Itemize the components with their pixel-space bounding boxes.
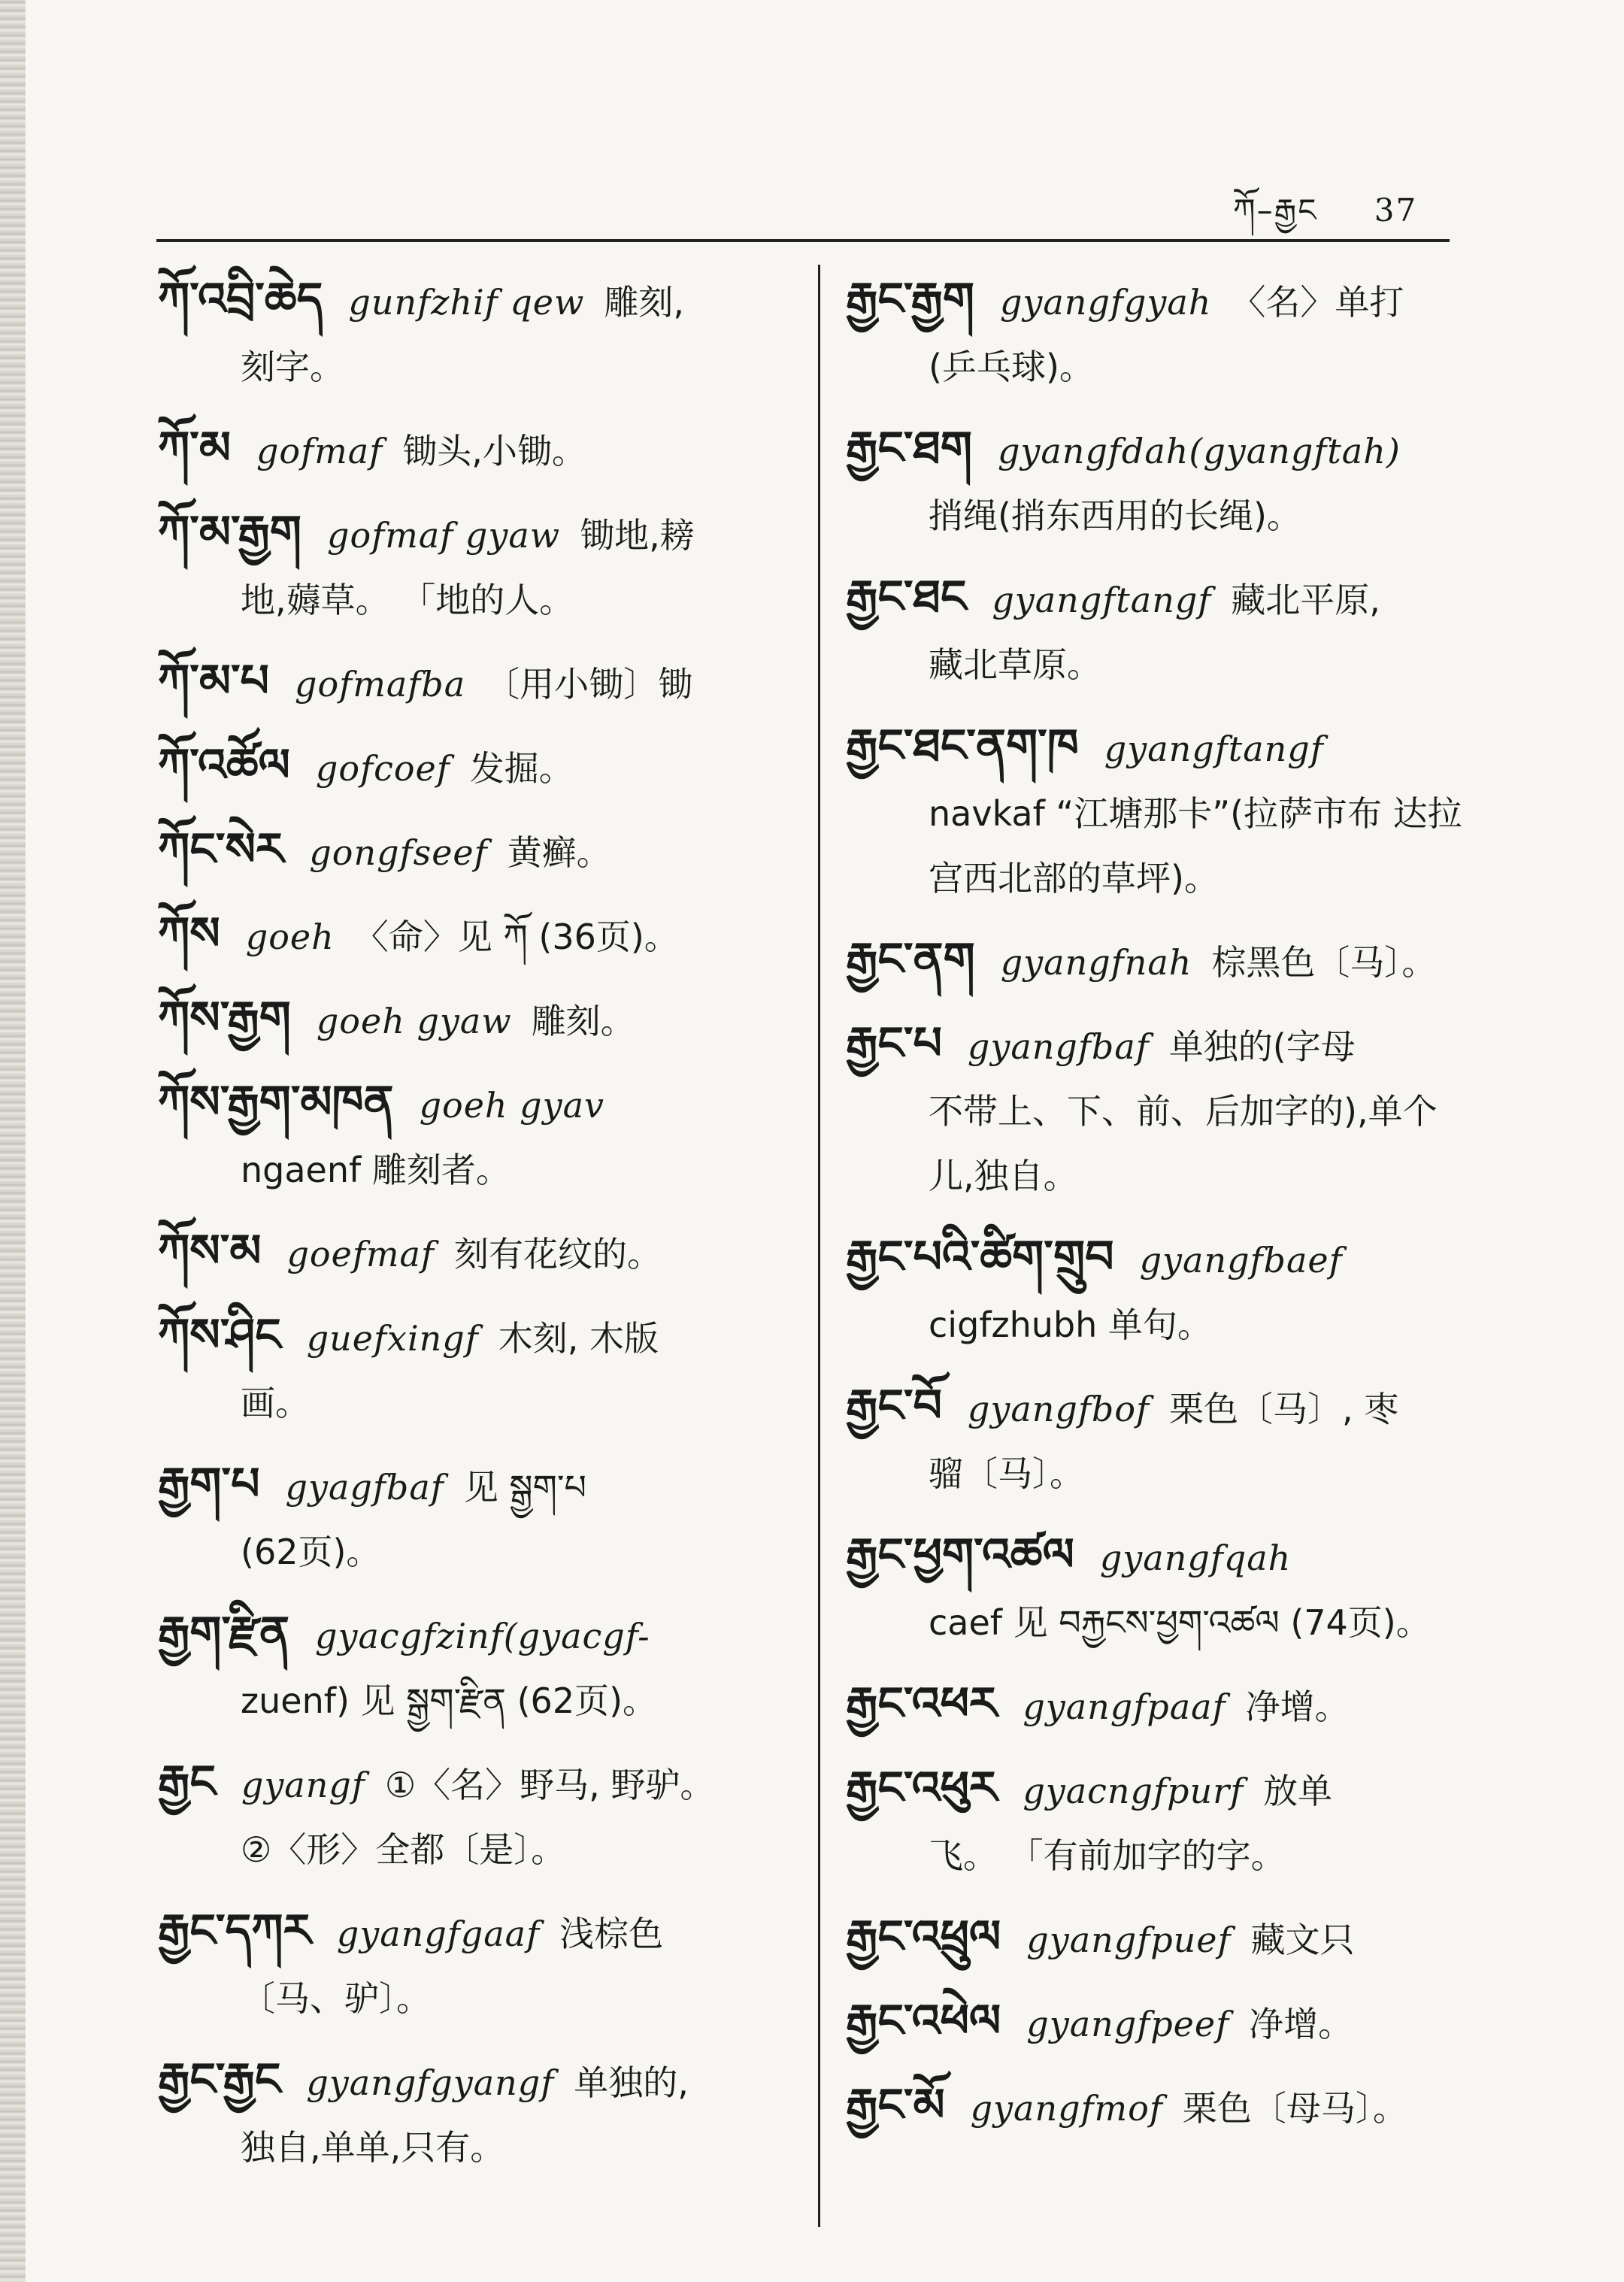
definition: 〈命〉见 ཀོ (36页)。 <box>353 917 679 957</box>
definition: 放单 <box>1263 1771 1333 1811</box>
dictionary-entry <box>846 1671 1492 1739</box>
romanization: gyangfpaaf <box>1023 1686 1226 1727</box>
romanization: gyagfbaf <box>285 1467 444 1508</box>
headword: རྒྱང་འཕྲུལ <box>846 1911 1001 1963</box>
right-column <box>846 267 1492 2157</box>
guide-words: ཀོ–རྒྱང <box>1233 192 1318 229</box>
headword: ཀོང་སེར <box>158 823 284 876</box>
definition: 见 སྒྱག་པ <box>463 1467 586 1508</box>
dictionary-entry <box>846 416 1492 548</box>
romanization: gyangfbof <box>967 1389 1150 1429</box>
romanization: gyangfnah <box>1000 942 1192 983</box>
definition-continued: 独自,单单,只有。 <box>241 2127 505 2168</box>
dictionary-entry <box>846 565 1492 697</box>
headword: ཀོས་རྒྱག་མཁན <box>158 1076 394 1129</box>
headword: རྒྱང་ནག <box>846 933 975 986</box>
dictionary-entry <box>158 267 804 399</box>
definition: 单独的(字母 <box>1168 1026 1356 1067</box>
romanization: gyangfmof <box>970 2088 1163 2129</box>
dictionary-entry <box>846 714 1492 911</box>
romanization: gyangfbaf <box>967 1026 1150 1067</box>
romanization: guefxingf <box>306 1318 479 1359</box>
dictionary-entry <box>158 2047 804 2180</box>
dictionary-entry <box>846 1374 1492 1506</box>
headword: ཀོ་མ <box>158 422 231 474</box>
headword: རྒྱང་མོ <box>846 2079 945 2132</box>
headword: ཀོ་མ་རྒྱག <box>158 506 302 559</box>
headword: ཀོ་འཚོལ <box>158 739 290 792</box>
dictionary-entry <box>846 1989 1492 2056</box>
romanization: gongfseef <box>309 832 488 873</box>
romanization: gyacngfpurf <box>1023 1771 1244 1811</box>
romanization: gyangfpuef <box>1026 1920 1232 1960</box>
definition-continued: navkaf “江塘那卡”(拉萨市布 达拉宫西北部的草坪)。 <box>929 793 1462 899</box>
romanization: gyangf <box>241 1765 365 1805</box>
romanization: gofmaf <box>256 431 383 471</box>
headword: རྒྱང་རྒྱག <box>846 273 974 326</box>
headword: རྒྱང་པ <box>846 1017 942 1070</box>
romanization: goeh gyav <box>419 1085 605 1126</box>
dictionary-entry <box>158 733 804 801</box>
definition-continued: 刻字。 <box>241 347 344 387</box>
dictionary-entry <box>846 1756 1492 1888</box>
headword: རྒྱག་པ <box>158 1458 260 1511</box>
dictionary-entry <box>158 1303 804 1435</box>
page-number: 37 <box>1374 192 1418 229</box>
romanization: gyangfgyangf <box>306 2062 555 2103</box>
definition: 栗色〔马〕, 枣 <box>1169 1389 1399 1429</box>
definition: 净增。 <box>1245 1686 1350 1727</box>
definition-continued: ②〈形〉全都〔是〕。 <box>241 1829 566 1870</box>
dictionary-entry <box>846 1905 1492 1972</box>
definition: 〔用小锄〕锄 <box>485 664 693 705</box>
dictionary-entry <box>158 1070 804 1202</box>
dictionary-entry <box>158 500 804 632</box>
romanization: gyangfgyah <box>999 282 1212 323</box>
headword: རྒྱང <box>158 1756 216 1808</box>
definition-continued: 画。 <box>241 1383 310 1423</box>
definition: ①〈名〉野马, 野驴。 <box>384 1765 715 1805</box>
dictionary-entry <box>158 1452 804 1584</box>
romanization: gyangfpeef <box>1026 2004 1230 2044</box>
dictionary-entry <box>158 1899 804 2031</box>
headword: རྒྱང་ཐང་ནག་ཁ <box>846 720 1079 772</box>
headword: རྒྱང་བོ <box>846 1380 942 1432</box>
definition-continued: ngaenf 雕刻者。 <box>241 1150 511 1190</box>
page-header <box>1233 174 1417 264</box>
definition-continued: 地,薅草。 「地的人。 <box>241 580 574 620</box>
romanization: gyacgfzinf(gyacgf- <box>315 1616 650 1656</box>
dictionary-entry <box>846 1225 1492 1357</box>
definition-continued: 捎绳(捎东西用的长绳)。 <box>929 495 1301 536</box>
definition: 净增。 <box>1249 2004 1353 2044</box>
column-divider <box>818 265 820 2227</box>
headword: རྒྱང་འཕེལ <box>846 1995 1001 2047</box>
romanization: gofmafba <box>295 664 466 705</box>
dictionary-entry <box>158 1219 804 1286</box>
romanization: gyangfbaef <box>1139 1240 1343 1280</box>
romanization: gyangftangf <box>992 580 1212 620</box>
definition-continued: (乒乓球)。 <box>929 347 1094 387</box>
headword: ཀོ་མ་པ <box>158 655 270 708</box>
dictionary-entry <box>846 1011 1492 1208</box>
headword: རྒྱང་པའི་ཚིག་གྲུབ <box>846 1231 1114 1283</box>
romanization: goefmaf <box>286 1234 435 1274</box>
definition-continued: 骝〔马〕。 <box>929 1453 1084 1494</box>
headword: རྒྱང་འཕར <box>846 1677 998 1730</box>
dictionary-entry <box>846 267 1492 399</box>
headword: རྒྱང་ཐག <box>846 422 972 474</box>
headword: ཀོས་ཤིང <box>158 1309 281 1362</box>
romanization: goeh <box>245 917 335 957</box>
definition: 锄地,耪 <box>580 515 695 556</box>
dictionary-entry <box>158 649 804 717</box>
definition-continued: (62页)。 <box>241 1532 381 1572</box>
definition: 浅棕色 <box>559 1914 664 1954</box>
definition: 雕刻, <box>604 282 684 323</box>
dictionary-entry <box>158 902 804 969</box>
headword: རྒྱང་འཕུར <box>846 1762 998 1814</box>
dictionary-entry <box>158 1750 804 1882</box>
definition: 刻有花纹的。 <box>453 1234 662 1274</box>
headword: རྒྱང་རྒྱང <box>158 2053 281 2106</box>
definition-continued: 不带上、下、前、后加字的),单个 儿,独自。 <box>929 1091 1438 1196</box>
headword: རྒྱང་ཕྱག་འཚལ <box>846 1529 1074 1581</box>
headword: རྒྱག་རྫིན <box>158 1607 290 1659</box>
definition: 单独的, <box>574 2062 689 2103</box>
header-rule <box>156 239 1450 242</box>
definition: 黄癣。 <box>507 832 611 873</box>
headword: རྒྱང་ཐང <box>846 571 967 623</box>
dictionary-entry <box>158 817 804 885</box>
definition: 〈名〉单打 <box>1231 282 1404 323</box>
romanization: gunfzhif qew <box>348 282 585 323</box>
definition: 木刻, 木版 <box>498 1318 659 1359</box>
definition: 藏北平原, <box>1231 580 1380 620</box>
definition-continued: zuenf) 见 སྒྱག་རྫིན (62页)。 <box>241 1680 658 1721</box>
romanization: gyangfdah(gyangftah) <box>997 431 1401 471</box>
dictionary-entry <box>158 986 804 1053</box>
headword: ཀོས་རྒྱག <box>158 992 291 1044</box>
romanization: gofmaf gyaw <box>327 515 561 556</box>
definition: 棕黑色〔马〕。 <box>1211 942 1437 983</box>
romanization: gyangftangf <box>1104 729 1324 769</box>
dictionary-entry <box>846 927 1492 995</box>
definition-continued: 藏北草原。 <box>929 644 1101 685</box>
dictionary-entry <box>846 1523 1492 1655</box>
definition-continued: 飞。 「有前加字的字。 <box>929 1835 1286 1876</box>
definition-continued: cigfzhubh 单句。 <box>929 1305 1212 1345</box>
headword: ཀོས་མ <box>158 1225 262 1277</box>
dictionary-entry <box>846 2073 1492 2141</box>
scanned-page-edge <box>0 0 26 2282</box>
headword: རྒྱང་དཀར <box>158 1905 311 1957</box>
headword: ཀོས <box>158 908 220 960</box>
definition-continued: caef 见 བརྐྱངས་ཕྱག་འཚལ (74页)。 <box>929 1602 1431 1643</box>
romanization: goeh gyaw <box>316 1001 512 1041</box>
romanization: gofcoef <box>315 748 450 789</box>
definition: 栗色〔母马〕。 <box>1182 2088 1407 2129</box>
definition: 藏文只 <box>1250 1920 1355 1960</box>
romanization: gyangfgaaf <box>336 1914 541 1954</box>
dictionary-entry <box>158 416 804 483</box>
definition-continued: 〔马、驴〕。 <box>241 1978 431 2019</box>
headword: ཀོ་འབྲི་ཆེད <box>158 273 323 326</box>
definition: 锄头,小锄。 <box>402 431 586 471</box>
romanization: gyangfqah <box>1099 1538 1292 1578</box>
dictionary-entry <box>158 1601 804 1733</box>
left-column <box>158 267 804 2196</box>
definition: 发掘。 <box>469 748 574 789</box>
definition: 雕刻。 <box>531 1001 635 1041</box>
